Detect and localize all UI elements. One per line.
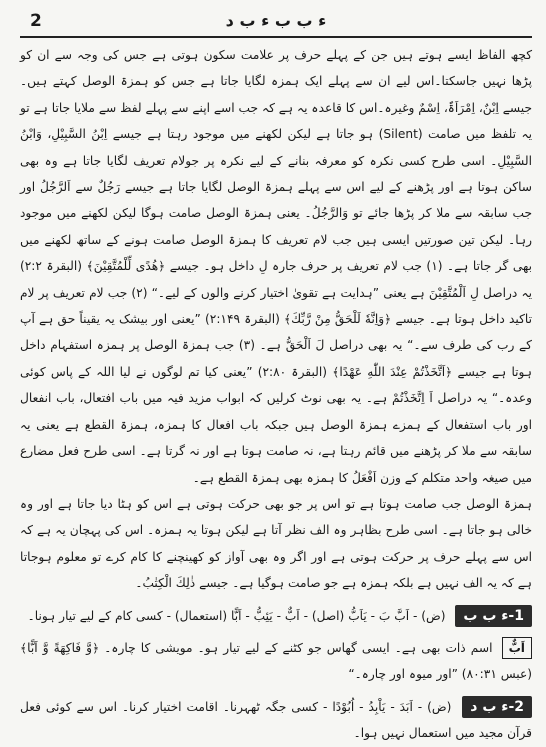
page-header <box>20 10 532 38</box>
dictionary-entry <box>20 603 532 629</box>
entry-definition: (ض) - اَبَّ بَ - يَاَبُّ (اصل) - اَبٌّ - يَئِبُّ - اَبًّا (استعمال) - کسی کام کے لیے تیار ہونا۔ <box>27 608 446 623</box>
running-title: ء ب ب ء ب د <box>225 11 327 30</box>
paragraph-silent-hamza: ہمزۃ الوصل جب صامت ہوتا ہے تو اس پر جو بھی حرکت ہوتی ہے اس کو ہٹا دیا جاتا ہے اور وہ خالی ہو جاتا ہے۔ اسی طرح بظاہر وہ الف نظر آتا ہے لیکن ہوتا یہ ہمزہ۔ اس کی پہچان یہ ہے کہ اس سے پہلے حرف پر حرکت ہوتی ہے اور اگر وہ بھی آواز کو کھینچنے کا کام کرے تو معلوم ہوجاتا ہے کہ یہ الف نہیں ہے بلکہ ہمزہ ہے جو صامت ہوگیا ہے۔ جیسے ذٰلِكَ الْكِتٰبُ۔ <box>20 496 532 591</box>
root-heading: 2-ء ب د <box>462 696 532 718</box>
dictionary-entry <box>20 694 532 747</box>
entry-definition: (ض) - اَبَدَ - يَاْبِدُ - اُبُوْدًا - کسی جگہ ٹھہرنا۔ اقامت اختیار کرنا۔ اس سے کوئی فعل قرآن مجید میں استعمال نہیں ہوا۔ <box>20 699 532 741</box>
entry-definition: اسم ذات بھی ہے۔ ایسی گھاس جو کٹنے کے لیے تیار ہو۔ مویشی کا چارہ۔ ﴿وَّ فَاكِهَةً وَّ اَبًّا﴾ (عبس ۸۰:۳۱) ”اور میوہ اور چارہ۔“ <box>20 640 532 682</box>
paragraph-hamzat-al-wasl: کچھ الفاظ ایسے ہوتے ہیں جن کے پہلے حرف پر علامت سکون ہوتی ہے جس کی وجہ سے ان کو پڑھا نہیں جاسکتا۔اس لیے ان سے پہلے ایک ہمزہ لگایا جاتا ہے جس کو ہمزۃ الوصل کہتے ہیں۔ جیسے اِبْنٌ، اِمْرَاَۃٌ، اِسْمٌ وغیرہ۔اس کا قاعدہ یہ ہے کہ جب اسے اپنے سے پہلے لفظ سے ملایا جاتا ہے تو یہ تلفظ میں صامت (Silent) ہو جاتا ہے لیکن لکھنے میں موجود رہتا ہے جیسے اِبْنُ السَّبِیْلِ، وَابْنُ السَّبِیْلِ۔ اسی طرح کسی نکرہ کو معرفہ بنانے کے لیے نکرہ پر جولام تعریف لگایا جاتا ہے وہ بھی ساکن ہوتا ہے اور پڑھنے کے لیے اس سے پہلے ہمزۃ الوصل لگایا جاتا ہے جیسے رَجُلٌ سے اَلرَّجُلُ اور جب سابقہ سے ملا کر پڑھا جائے تو وَالرَّجُلُ۔ یعنی ہمزۃ الوصل صامت ہوگا لیکن لکھنے میں موجود رہا۔ لیکن تین صورتیں ایسی ہیں جب لام تعریف کا ہمزۃ الوصل صامت ہونے کے ساتھ لکھنے میں بھی گر جاتا ہے۔ (۱) جب لام تعریف پر حرف جارہ لِ داخل ہو۔ جیسے ﴿هُدًى لِّلْمُتَّقِيْنَ﴾ (البقرۃ ۲:۲) یہ دراصل لِ اَلْمُتَّقِيْنَ ہے یعنی ”ہدایت ہے تقویٰ اختیار کرنے والوں کے لیے۔“ (۲) جب لام تعریف پر لام تاکید داخل ہوتا ہے۔ جیسے ﴿وَاِنَّهٗ لَلْحَقُّ مِنْ رَّبِّكَ﴾ (البقرۃ ۲:۱۴۹) ”یعنی اور بیشک یہ یقیناً حق ہے آپ کے رب کی طرف سے۔“ یہ بھی دراصل لَ اَلْحَقُّ ہے۔ (۳) جب ہمزۃ الوصل پر ہمزہ استفہام داخل ہوتا ہے جیسے ﴿اَتَّخَذْتُمْ عِنْدَ اللّٰهِ عَهْدًا﴾ (البقرۃ ۲:۸۰) ”یعنی کیا تم لوگوں نے لیا اللہ کے پاس کوئی وعدہ۔“ یہ دراصل اَ اِتَّخَذْتُمْ ہے۔ یہ بھی نوٹ کرلیں کہ ابواب مزید فیہ میں باب افتعال، باب انفعال اور باب استفعال کے ہمزے ہمزۃ الوصل ہیں جبکہ باب افعال کا ہمزہ، ہمزۃ القطع ہے یعنی یہ سابقہ سے ملا کر پڑھنے میں قائم رہتا ہے، نہ صامت ہوتا ہے اور نہ گرتا ہے۔ اسی طرح فعل مضارع میں صیغہ واحد متکلم کے وزن اَفْعَلُ کا ہمزہ بھی ہمزۃ القطع ہے۔ <box>20 48 532 485</box>
dictionary-entry <box>20 635 532 688</box>
word-heading: اَبٌّ <box>502 637 532 659</box>
page <box>20 10 532 741</box>
root-heading: 1-ء ب ب <box>455 605 532 627</box>
page-number: 2 <box>30 11 42 31</box>
main-text <box>20 42 532 597</box>
